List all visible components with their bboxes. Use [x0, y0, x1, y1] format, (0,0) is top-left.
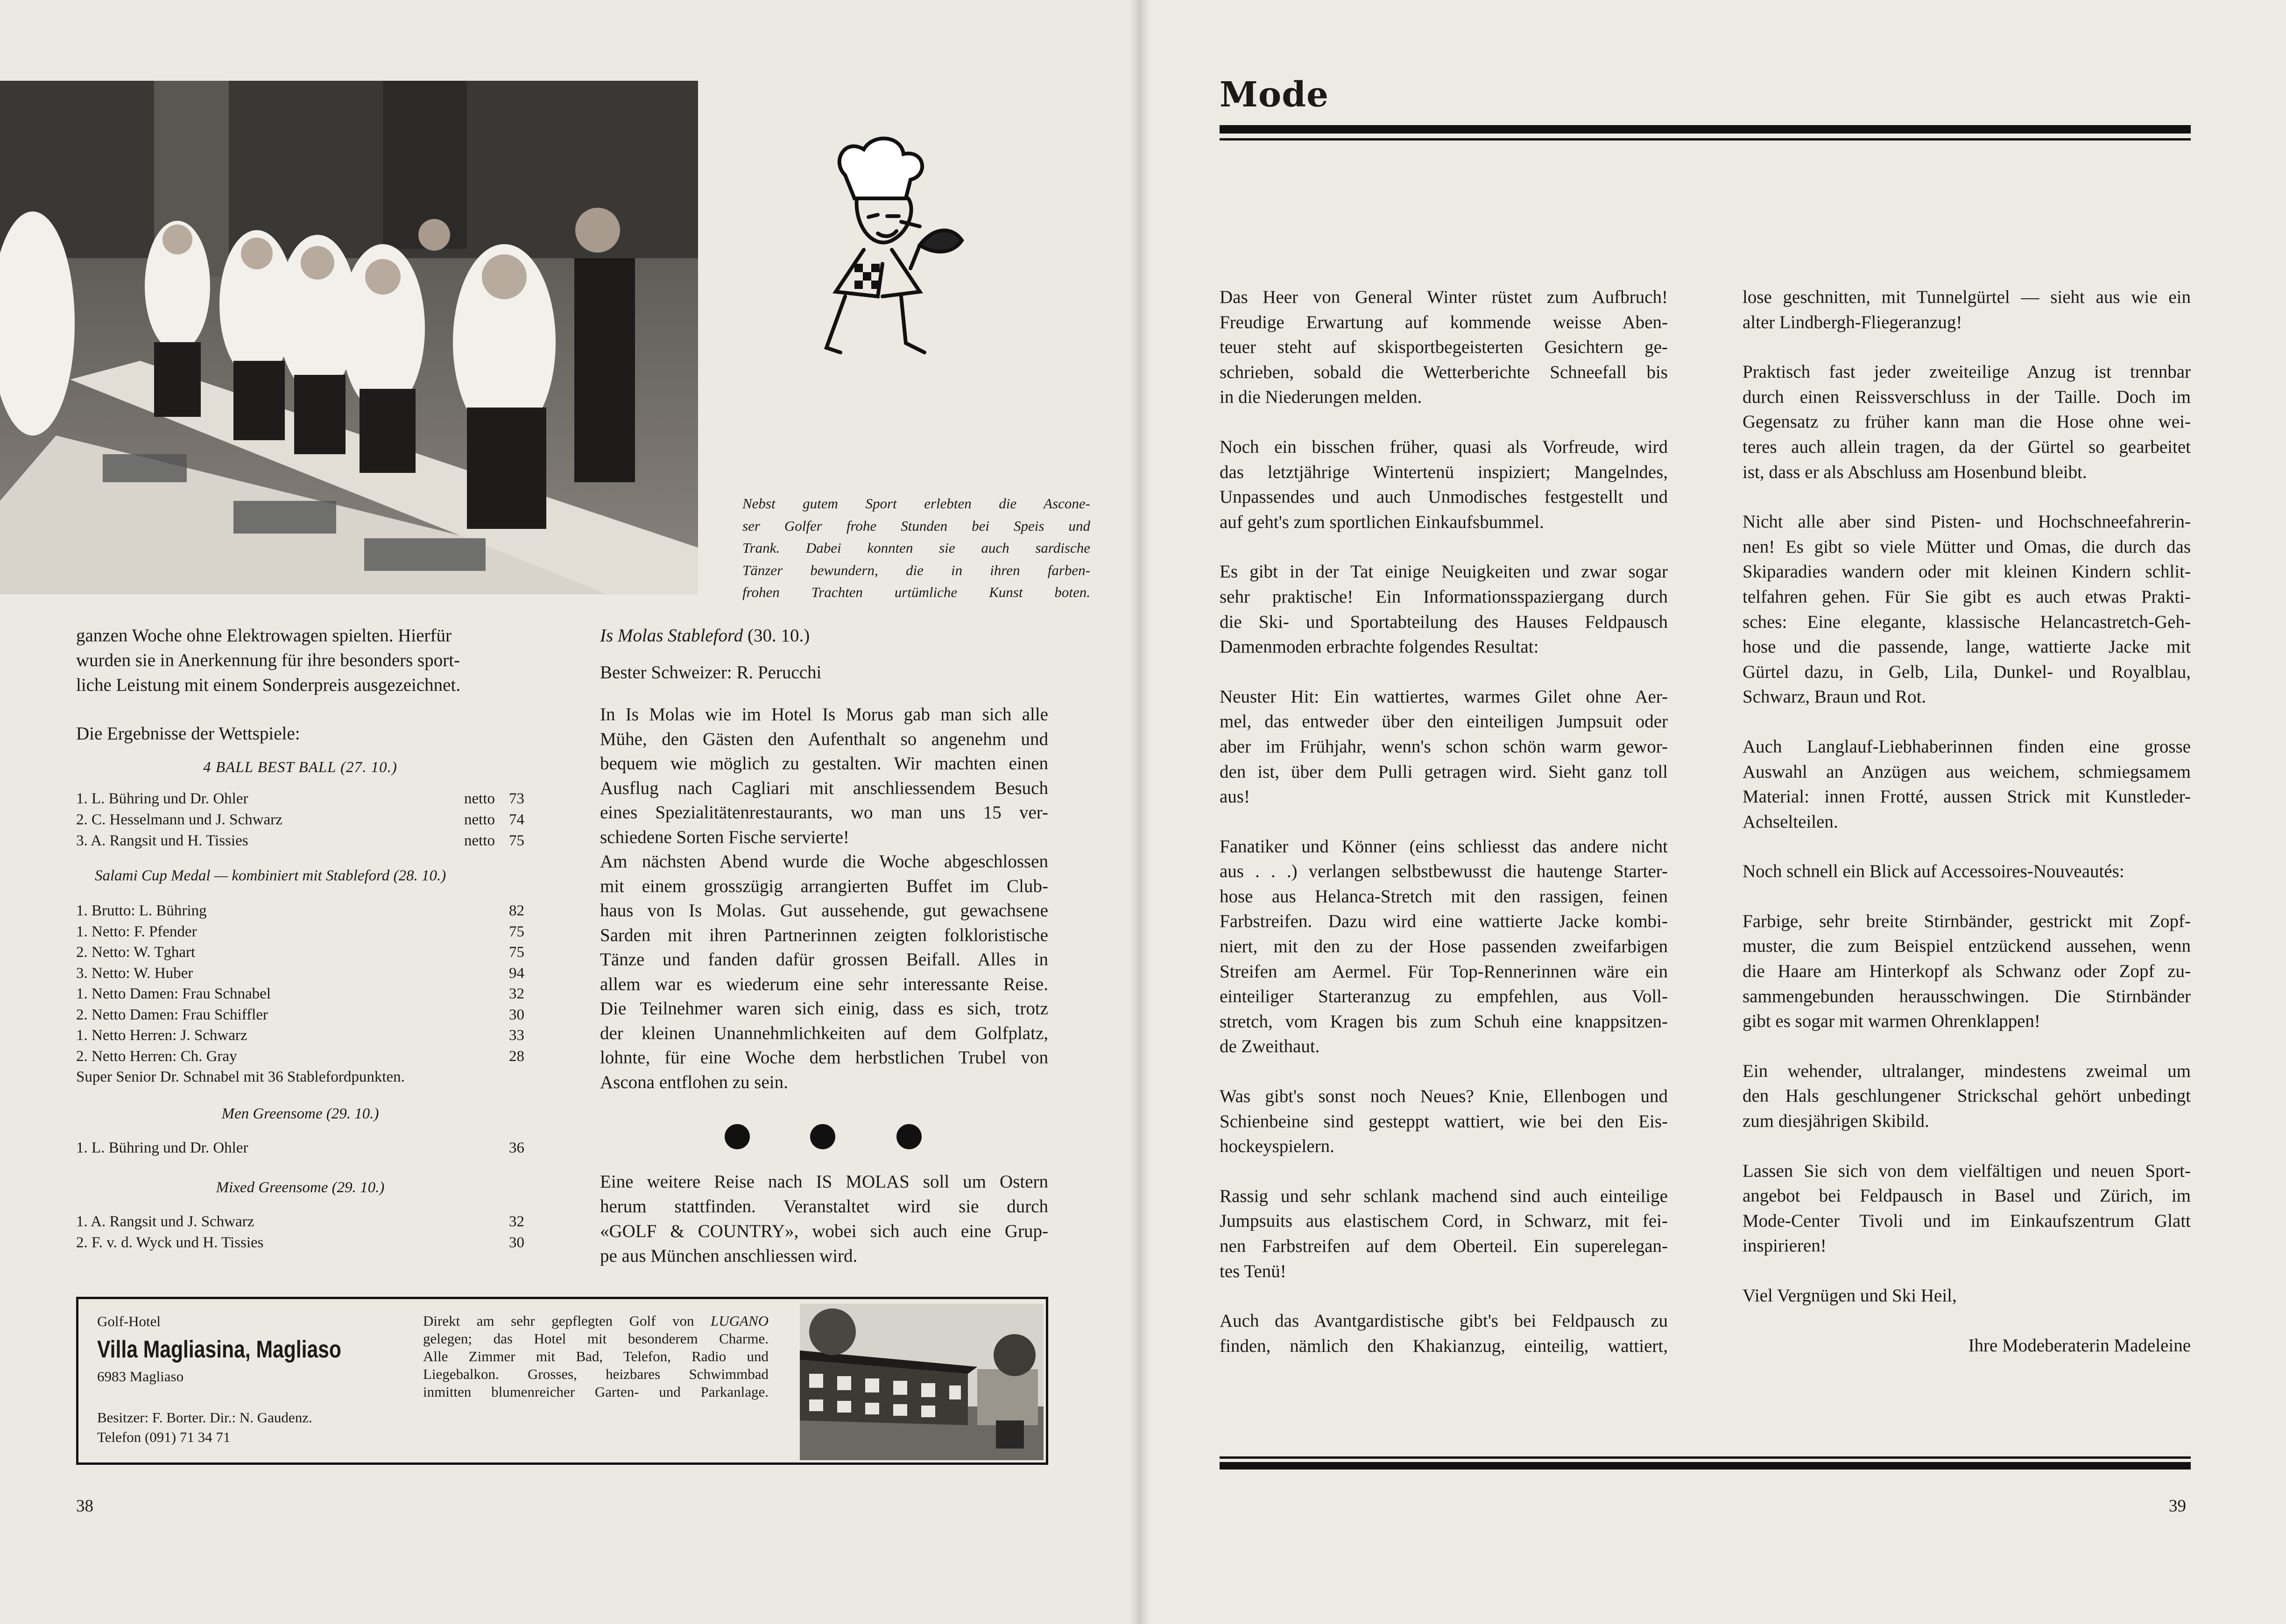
text-line: nen! Es gibt so viele Mütter und Omas, die durch das [1743, 536, 2191, 557]
text-line: mit einem grosszügig arrangierten Buffet im Club- [600, 876, 1048, 896]
ad-description [423, 1312, 769, 1401]
text-line: Was gibt's sonst noch Neues? Knie, Ellenbogen und [1220, 1086, 1668, 1107]
paragraph [1220, 1184, 1668, 1284]
text-line: Gürtel dazu, in Gelb, Lila, Dunkel- und Royalblau, [1743, 661, 2191, 682]
text-line: Eine weitere Reise nach IS MOLAS soll um Ostern [600, 1172, 1048, 1192]
result-row [76, 809, 524, 830]
text-line: Sarden mit ihren Partnerinnen zeigten folkloristische [600, 925, 1048, 945]
paragraph [1220, 1308, 1668, 1358]
left-page [0, 0, 1139, 1624]
result-name: 1. L. Bühring und Dr. Ohler [76, 1139, 248, 1156]
text-line: inspirieren! [1743, 1236, 1827, 1256]
text-line: «GOLF & COUNTRY», wobei sich auch eine Grup- [600, 1221, 1048, 1241]
text-line: In Is Molas wie im Hotel Is Morus gab man sich alle [600, 704, 1048, 724]
caption-line: Tänzer bewundern, die in ihren farben- [742, 562, 1090, 578]
ad-kicker: Golf-Hotel [97, 1313, 161, 1329]
results-table-4ball [76, 788, 524, 851]
text-line: Gegensatz zu früher kann man die Hose ohne wei- [1743, 412, 2191, 432]
text-line: alter Lindbergh-Fliegeranzug! [1743, 312, 1962, 332]
ad-desc-line: Alle Zimmer mit Bad, Telefon, Radio und [423, 1348, 769, 1364]
text-line: Damenmoden erbrachte folgendes Resultat: [1220, 637, 1539, 657]
ad-desc-line [423, 1312, 769, 1330]
text-line: Skiparadies wandern oder mit kleinen Kindern schlit- [1743, 562, 2191, 582]
page-number-right: 39 [2169, 1497, 2186, 1516]
text-line: lohnte, für eine Woche dem herbstlichen Trubel von [600, 1048, 1048, 1068]
result-score: 33 [509, 1027, 524, 1044]
text-line: aus . . .) verlangen selbstbewusst die hautenge Starter- [1220, 861, 1668, 882]
separator-dot [810, 1124, 835, 1149]
results-table-mixed-greensome [76, 1211, 524, 1253]
text-line: Mode-Center Tivoli und im Einkaufszentrum Glatt [1743, 1210, 2191, 1231]
text-line: der kleinen Unannehmlichkeiten auf dem Golfplatz, [600, 1023, 1048, 1043]
paragraph [1220, 834, 1668, 1059]
text-line: hose aus Helanca-Stretch mit den rassigen, feinen [1220, 886, 1668, 907]
ad-desc-line: Liegebalkon. Grosses, heizbares Schwimmbad [423, 1366, 769, 1382]
result-name: 3. A. Rangsit und H. Tissies [76, 832, 248, 849]
text-line: Jumpsuits aus elastischem Cord, in Schwarz, mit fei- [1220, 1211, 1668, 1231]
result-score: 73 [509, 790, 524, 807]
paragraph [1220, 1084, 1668, 1159]
results-table-men-greensome [76, 1138, 524, 1159]
result-name: 1. A. Rangsit und J. Schwarz [76, 1213, 254, 1230]
paragraph [1743, 1059, 2191, 1134]
text-line: Ascona entflohen zu sein. [600, 1072, 788, 1092]
paragraph [1743, 1159, 2191, 1258]
dancers-buffet-photo [0, 81, 698, 594]
left-column-2 [600, 623, 1048, 1095]
text-line: stretch, vom Kragen bis zum Schuh eine knappsitzen- [1220, 1011, 1668, 1032]
result-row [76, 1046, 524, 1067]
result-score: 74 [509, 811, 524, 828]
best-swiss: Bester Schweizer: R. Perucchi [600, 662, 822, 682]
text-line: Mühe, den Gästen den Aufenthalt so angenehm und [600, 729, 1048, 749]
text-line: Das Heer von General Winter rüstet zum Aufbruch! [1220, 287, 1668, 307]
text-line: schiedene Sorten Fische servierte! [600, 827, 849, 847]
result-label: netto [464, 790, 495, 807]
ad-desc-line: gelegen; das Hotel mit besonderem Charme. [423, 1330, 769, 1347]
caption-line: frohen Trachten urtümliche Kunst boten. [742, 584, 1090, 600]
intro-line: ganzen Woche ohne Elektrowagen spielten. Hierfür [76, 626, 452, 646]
text-line: mel, das entweder über den einteiligen Jumpsuit oder [1220, 711, 1668, 732]
result-name: 1. Netto: F. Pfender [76, 923, 197, 940]
result-name: 3. Netto: W. Huber [76, 964, 193, 982]
result-name: 1. L. Bühring und Dr. Ohler [76, 790, 248, 807]
text-line: sammengebunden herausschwingen. Die Stirnbänder [1743, 986, 2191, 1006]
result-score: 32 [509, 1213, 524, 1230]
ad-owner: Besitzer: F. Borter. Dir.: N. Gaudenz. [97, 1409, 312, 1426]
result-row [76, 942, 524, 963]
text-line: Achselteilen. [1743, 811, 1838, 832]
paragraph [1743, 1283, 2191, 1308]
text-line: Die Teilnehmer waren sich einig, dass es sich, trotz [600, 998, 1048, 1019]
text-line: Streifen am Aermel. Für Top-Rennerinnen wäre ein [1220, 961, 1668, 982]
result-row [76, 963, 524, 984]
text-line: Rassig und sehr schlank machend sind auch einteilige [1220, 1186, 1668, 1206]
result-score: 94 [509, 964, 524, 982]
text-line: Viel Vergnügen und Ski Heil, [1743, 1286, 1957, 1306]
text-line: sches: Eine elegante, klassische Helancastretch-Geh- [1743, 612, 2191, 632]
ad-desc-place: LUGANO [711, 1313, 769, 1329]
stableford-heading [600, 623, 1048, 648]
text-line: teres auch allein tragen, da der Gürtel so gearbeitet [1743, 436, 2191, 457]
paragraph [1220, 684, 1668, 809]
text-line: Lassen Sie sich von dem vielfältigen und neuen Sport- [1743, 1160, 2191, 1181]
result-row [76, 1232, 524, 1253]
title-rule-thick [1220, 125, 2191, 134]
text-line: pe aus München anschliessen wird. [600, 1246, 858, 1266]
bottom-rule-thin [1220, 1456, 2191, 1459]
text-line: die Ski- und Sportabteilung des Hauses Feldpausch [1220, 612, 1668, 632]
right-page [1139, 0, 2286, 1624]
paragraph [1743, 509, 2191, 710]
result-score: 75 [509, 923, 524, 940]
text-line: sehr praktische! Ein Informationsspaziergang durch [1220, 586, 1668, 607]
text-line: Material: innen Frotté, aussen Strick mit Kunstleder- [1743, 787, 2191, 807]
text-line: Tänze und fanden dafür grossen Beifall. Alles in [600, 949, 1048, 970]
text-line: schrieben, sobald die Wetterberichte Schneefall bis [1220, 362, 1668, 382]
text-line: den Hals geschlungener Strickschal gehört unbedingt [1743, 1086, 2191, 1106]
caption-line: ser Golfer frohe Stunden bei Speis und [742, 517, 1090, 534]
text-line: durch einen Reissverschluss in der Taille. Doch im [1743, 387, 2191, 407]
result-row [76, 1025, 524, 1046]
text-line: Am nächsten Abend wurde die Woche abgeschlossen [600, 851, 1048, 872]
result-row [76, 1138, 524, 1159]
text-line: aber im Frühjahr, wenn's schon schön warm gewor- [1220, 736, 1668, 757]
text-line: Ausflug nach Cagliari mit anschliessendem Besuch [600, 778, 1048, 798]
text-line: Schienbeine sind gesteppt wattiert, wie bei den Eis- [1220, 1111, 1668, 1132]
separator-dot [896, 1124, 922, 1149]
text-line: nen Farbstreifen auf dem Oberteil. Ein superelegan- [1220, 1236, 1668, 1256]
result-score: 75 [509, 944, 524, 961]
book-gutter [1129, 0, 1150, 1624]
text-line: Unpassendes und auch Unmodisches festgestellt und [1220, 487, 1668, 507]
result-row [76, 1005, 524, 1026]
mode-column-2 [1743, 285, 2191, 1358]
text-line: Es gibt in der Tat einige Neuigkeiten und zwar sogar [1220, 562, 1668, 582]
ad-hotel-name: Villa Magliasina, Magliaso [97, 1336, 341, 1363]
hotel-photo [800, 1304, 1044, 1460]
text-line: Noch ein bisschen früher, quasi als Vorfreude, wird [1220, 436, 1668, 457]
text-line: tes Tenü! [1220, 1261, 1286, 1281]
text-line: die Haare am Hinterkopf als Schwanz oder Zopf zu- [1743, 961, 2191, 982]
text-line: den ist, über dem Pulli getragen wird. Sieht ganz toll [1220, 761, 1668, 782]
text-line: Auch Langlauf-Liebhaberinnen finden eine grosse [1743, 736, 2191, 757]
section-title-mixed-greensome: Mixed Greensome (29. 10.) [216, 1179, 385, 1196]
page-number-left: 38 [76, 1497, 93, 1516]
caption-line: Trank. Dabei konnten sie auch sardische [742, 540, 1090, 556]
bottom-rule-thick [1220, 1462, 2191, 1469]
text-line: Farbige, sehr breite Stirnbänder, gestrickt mit Zopf- [1743, 911, 2191, 931]
text-line: Nicht alle aber sind Pisten- und Hochschneefahrerin- [1743, 512, 2191, 532]
text-line: niert, mit den zu der Hose passenden zweifarbigen [1220, 936, 1668, 957]
result-name: 1. Netto Damen: Frau Schnabel [76, 985, 271, 1002]
text-line: aus! [1220, 787, 1250, 807]
chef-icon [812, 133, 971, 366]
trip-report-paragraph [600, 703, 1048, 1095]
section-title-salami: Salami Cup Medal — kombiniert mit Stableford (28. 10.) [95, 867, 446, 884]
result-score: 30 [509, 1234, 524, 1251]
results-heading: Die Ergebnisse der Wettspiele: [76, 724, 300, 744]
section-title-men-greensome: Men Greensome (29. 10.) [221, 1105, 379, 1122]
result-label: netto [464, 832, 495, 849]
paragraph [1743, 859, 2191, 884]
ad-phone: Telefon (091) 71 34 71 [97, 1429, 231, 1445]
result-row [76, 1211, 524, 1232]
result-name: 2. F. v. d. Wyck und H. Tissies [76, 1234, 264, 1251]
left-column-1 [76, 623, 524, 1253]
paragraph [1743, 734, 2191, 834]
text-line: finden, nämlich den Khakianzug, einteilig, wattiert, [1220, 1336, 1668, 1356]
paragraph [1743, 285, 2191, 335]
result-name: 1. Brutto: L. Bühring [76, 902, 207, 919]
text-line: teuer steht auf skisportbegeisterten Gesichtern ge- [1220, 337, 1668, 358]
result-name: 2. C. Hesselmann und J. Schwarz [76, 811, 282, 828]
text-line: telfahren gehen. Für Sie gibt es auch etwas Prakti- [1743, 586, 2191, 607]
text-line: hockeyspielern. [1220, 1136, 1334, 1157]
stableford-title: Is Molas Stableford [600, 626, 743, 646]
text-line: einteiliger Starteranzug zu empfehlen, aus Voll- [1220, 986, 1668, 1007]
next-trip-paragraph [600, 1169, 1048, 1268]
paragraph [1743, 359, 2191, 485]
dancers-photo-graphic [0, 81, 698, 594]
text-line: Noch schnell ein Blick auf Accessoires-Nouveautés: [1743, 861, 2124, 882]
hotel-advertisement [76, 1297, 1048, 1465]
result-score: 82 [509, 902, 524, 919]
result-label: netto [464, 811, 495, 828]
text-line: herum stattfinden. Veranstaltet wird sie durch [600, 1196, 1048, 1216]
ad-desc-line: inmitten blumenreicher Garten- und Parkanlage. [423, 1384, 769, 1400]
text-line: hose und die passende, lange, wattierte Jacke mit [1743, 637, 2191, 657]
hotel-building-graphic [800, 1304, 1044, 1460]
stableford-date: (30. 10.) [747, 626, 810, 646]
text-line: Freudige Erwartung auf kommende weisse Aben- [1220, 312, 1668, 332]
result-row [76, 984, 524, 1005]
paragraph [1220, 435, 1668, 534]
text-line: auf geht's zum sportlichen Einkaufsbummel. [1220, 512, 1544, 532]
text-line: allem war es wiederum eine sehr interessante Reise. [600, 974, 1048, 994]
intro-line: liche Leistung mit einem Sonderpreis ausgezeichnet. [76, 675, 461, 695]
result-score: 28 [509, 1048, 524, 1065]
text-line: lose geschnitten, mit Tunnelgürtel — sieht aus wie ein [1743, 287, 2191, 307]
text-line: das letztjährige Wintertenü inspiziert; Mangelndes, [1220, 462, 1668, 482]
paragraph [1220, 285, 1668, 410]
result-name: 2. Netto: W. Tghart [76, 944, 196, 961]
text-line: muster, die zum Beispiel entzückend aussehen, wenn [1743, 936, 2191, 956]
intro-line: wurden sie in Anerkennung für ihre besonders sport- [76, 650, 460, 670]
result-row [76, 921, 524, 942]
text-line: Auch das Avantgardistische gibt's bei Feldpausch zu [1220, 1311, 1668, 1331]
senior-note: Super Senior Dr. Schnabel mit 36 Stablefordpunkten. [76, 1069, 405, 1085]
text-line: Farbstreifen. Dazu wird eine wattierte Jacke kombi- [1220, 911, 1668, 932]
text-line: de Zweithaut. [1220, 1036, 1320, 1057]
ad-contact-block [97, 1313, 433, 1446]
result-row [76, 830, 524, 851]
results-table-salami [76, 900, 524, 1088]
result-name: 1. Netto Herren: J. Schwarz [76, 1027, 247, 1044]
text-line: Fanatiker und Könner (eins schliesst das andere nicht [1220, 836, 1668, 857]
title-rule-thin [1220, 138, 2191, 141]
result-name: 2. Netto Herren: Ch. Gray [76, 1048, 237, 1065]
paragraph [1220, 559, 1668, 659]
text-line: bequem wie möglich zu gestalten. Wir machten einen [600, 753, 1048, 773]
photo-caption [742, 492, 1090, 604]
caption-line: Nebst gutem Sport erlebten die Ascone- [742, 495, 1090, 512]
result-name: 2. Netto Damen: Frau Schiffler [76, 1006, 268, 1023]
ad-town: 6983 Magliaso [97, 1368, 184, 1385]
text-line: ist, dass er als Abschluss am Hosenbund bleibt. [1743, 462, 2087, 482]
text-line: Auswahl an Anzügen aus weichem, schmiegsamem [1743, 761, 2191, 782]
mode-column-1 [1220, 285, 1668, 1358]
result-row [76, 788, 524, 809]
signature: Ihre Modeberaterin Madeleine [1968, 1335, 2191, 1356]
text-line: Neuster Hit: Ein wattiertes, warmes Gilet ohne Aer- [1220, 686, 1668, 707]
ad-desc-prefix: Direkt am sehr gepflegten Golf von [423, 1313, 694, 1329]
separator-dot [725, 1124, 750, 1149]
text-line: gibt es sogar mit warmen Ohrenklappen! [1743, 1011, 2040, 1032]
text-line: haus von Is Molas. Gut aussehende, gut gewachsene [600, 900, 1048, 921]
chef-illustration [812, 133, 971, 366]
result-score: 32 [509, 985, 524, 1002]
section-title: Mode [1220, 75, 1329, 115]
result-row [76, 900, 524, 921]
text-line: Schwarz, Braun und Rot. [1743, 687, 1926, 707]
text-line: Praktisch fast jeder zweiteilige Anzug ist trennbar [1743, 362, 2191, 382]
text-line: eines Spezialitätenrestaurants, wo man uns 15 ver- [600, 802, 1048, 823]
paragraph [1743, 909, 2191, 1034]
text-line: angebot bei Feldpausch in Basel und Zürich, im [1743, 1186, 2191, 1206]
text-line: Ein wehender, ultralanger, mindestens zweimal um [1743, 1061, 2191, 1081]
text-line: in die Niederungen melden. [1220, 387, 1422, 408]
section-title-4ball: 4 BALL BEST BALL (27. 10.) [203, 759, 397, 776]
result-score: 36 [509, 1139, 524, 1156]
text-line: zum diesjährigen Skibild. [1743, 1111, 1929, 1132]
result-score: 30 [509, 1006, 524, 1023]
result-score: 75 [509, 832, 524, 849]
